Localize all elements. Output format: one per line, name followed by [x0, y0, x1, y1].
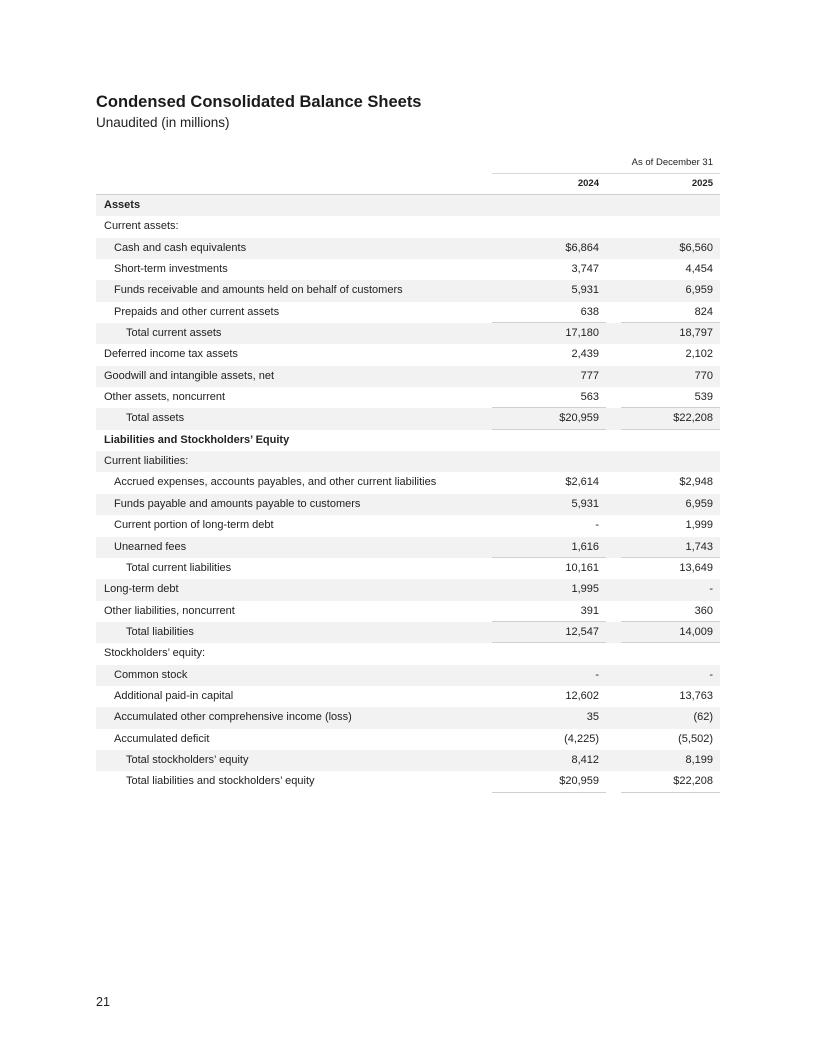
row-label: Prepaids and other current assets	[114, 305, 280, 318]
table-row	[96, 387, 720, 408]
value-2024: $6,864	[565, 241, 599, 254]
row-label: Additional paid-in capital	[114, 689, 234, 702]
value-2025: 6,959	[685, 284, 713, 297]
row-label: Total liabilities	[126, 625, 194, 638]
value-2024: 391	[580, 604, 599, 617]
column-header-year: 2025	[691, 178, 713, 189]
page-number: 21	[96, 995, 110, 1009]
table-row	[96, 472, 720, 493]
value-2025: 6,959	[685, 497, 713, 510]
row-label: Accumulated deficit	[114, 732, 210, 745]
table-group-heading	[96, 216, 720, 237]
table-section-heading	[96, 195, 720, 216]
row-label: Deferred income tax assets	[104, 348, 238, 361]
value-2025: $22,208	[673, 412, 713, 425]
column-header-year: 2024	[577, 178, 599, 189]
table-row	[96, 665, 720, 686]
table-group-heading	[96, 451, 720, 472]
period-header-rule	[492, 173, 720, 174]
value-2025: 13,649	[679, 561, 713, 574]
value-2024: 5,931	[571, 497, 599, 510]
value-2024: $20,959	[559, 412, 599, 425]
row-label: Long-term debt	[104, 583, 179, 596]
value-2025: 360	[694, 604, 713, 617]
row-label: Current portion of long-term debt	[114, 519, 274, 532]
value-2025: 539	[694, 391, 713, 404]
table-row	[96, 515, 720, 536]
row-label: Funds payable and amounts payable to customers	[114, 497, 361, 510]
page-subtitle: Unaudited (in millions)	[96, 115, 230, 130]
table-row	[96, 537, 720, 558]
row-label: Stockholders’ equity:	[104, 647, 206, 660]
value-2024: 35	[586, 711, 599, 724]
value-2024: 10,161	[565, 561, 599, 574]
value-2024: $20,959	[559, 775, 599, 788]
table-row	[96, 494, 720, 515]
value-2024: (4,225)	[564, 732, 599, 745]
value-2024: -	[595, 668, 599, 681]
table-row	[96, 366, 720, 387]
table-total-row	[96, 323, 720, 344]
table-row	[96, 686, 720, 707]
value-2025: $6,560	[679, 241, 713, 254]
table-section-heading	[96, 430, 720, 451]
value-2025: $22,208	[673, 775, 713, 788]
page-title: Condensed Consolidated Balance Sheets	[96, 93, 422, 111]
row-label: Liabilities and Stockholders’ Equity	[104, 433, 290, 446]
row-label: Other liabilities, noncurrent	[104, 604, 235, 617]
value-2024: 5,931	[571, 284, 599, 297]
row-label: Short-term investments	[114, 263, 228, 276]
table-total-row	[96, 622, 720, 643]
row-label: Total current liabilities	[126, 561, 232, 574]
table-row	[96, 729, 720, 750]
table-row	[96, 259, 720, 280]
table-row	[96, 280, 720, 301]
value-2025: -	[709, 583, 713, 596]
row-label: Total stockholders’ equity	[126, 753, 249, 766]
row-label: Current liabilities:	[104, 455, 189, 468]
row-label: Goodwill and intangible assets, net	[104, 369, 274, 382]
value-2024: 3,747	[571, 263, 599, 276]
row-label: Current assets:	[104, 220, 179, 233]
value-2025: 1,999	[685, 519, 713, 532]
table-row	[96, 344, 720, 365]
value-2025: 2,102	[685, 348, 713, 361]
value-2024: 638	[580, 305, 599, 318]
value-2025: $2,948	[679, 476, 713, 489]
value-2025: -	[709, 668, 713, 681]
row-label: Other assets, noncurrent	[104, 391, 226, 404]
balance-sheet-table	[96, 195, 720, 793]
value-2025: (5,502)	[678, 732, 713, 745]
table-row	[96, 302, 720, 323]
value-2024: 2,439	[571, 348, 599, 361]
value-2025: 18,797	[679, 327, 713, 340]
value-2025: 14,009	[679, 625, 713, 638]
value-2024: -	[595, 519, 599, 532]
value-2025: (62)	[693, 711, 713, 724]
row-label: Common stock	[114, 668, 188, 681]
value-2024: 1,995	[571, 583, 599, 596]
table-row	[96, 579, 720, 600]
table-row	[96, 601, 720, 622]
table-total-row	[96, 408, 720, 429]
row-label: Assets	[104, 199, 141, 211]
table-group-heading	[96, 643, 720, 664]
value-2025: 13,763	[679, 689, 713, 702]
value-2024: 777	[580, 369, 599, 382]
value-2025: 824	[694, 305, 713, 318]
row-label: Cash and cash equivalents	[114, 241, 247, 254]
value-2024: 8,412	[571, 753, 599, 766]
row-label: Funds receivable and amounts held on behalf of customers	[114, 284, 403, 297]
table-total-row	[96, 771, 720, 792]
total-rule	[621, 792, 720, 793]
value-2025: 4,454	[685, 263, 713, 276]
value-2025: 1,743	[685, 540, 713, 553]
row-label: Accrued expenses, accounts payables, and other current liabilities	[114, 476, 437, 489]
period-header: As of December 31	[631, 157, 713, 168]
row-label: Unearned fees	[114, 540, 187, 553]
table-total-row	[96, 750, 720, 771]
value-2024: 17,180	[565, 327, 599, 340]
value-2024: 563	[580, 391, 599, 404]
row-label: Total assets	[126, 412, 185, 425]
total-rule	[492, 792, 606, 793]
table-total-row	[96, 558, 720, 579]
value-2024: 12,602	[565, 689, 599, 702]
value-2025: 8,199	[685, 753, 713, 766]
value-2024: $2,614	[565, 476, 599, 489]
value-2024: 12,547	[565, 625, 599, 638]
row-label: Accumulated other comprehensive income (loss)	[114, 711, 352, 724]
value-2025: 770	[694, 369, 713, 382]
row-label: Total liabilities and stockholders’ equity	[126, 775, 315, 788]
table-row	[96, 707, 720, 728]
value-2024: 1,616	[571, 540, 599, 553]
row-label: Total current assets	[126, 327, 222, 340]
table-row	[96, 238, 720, 259]
